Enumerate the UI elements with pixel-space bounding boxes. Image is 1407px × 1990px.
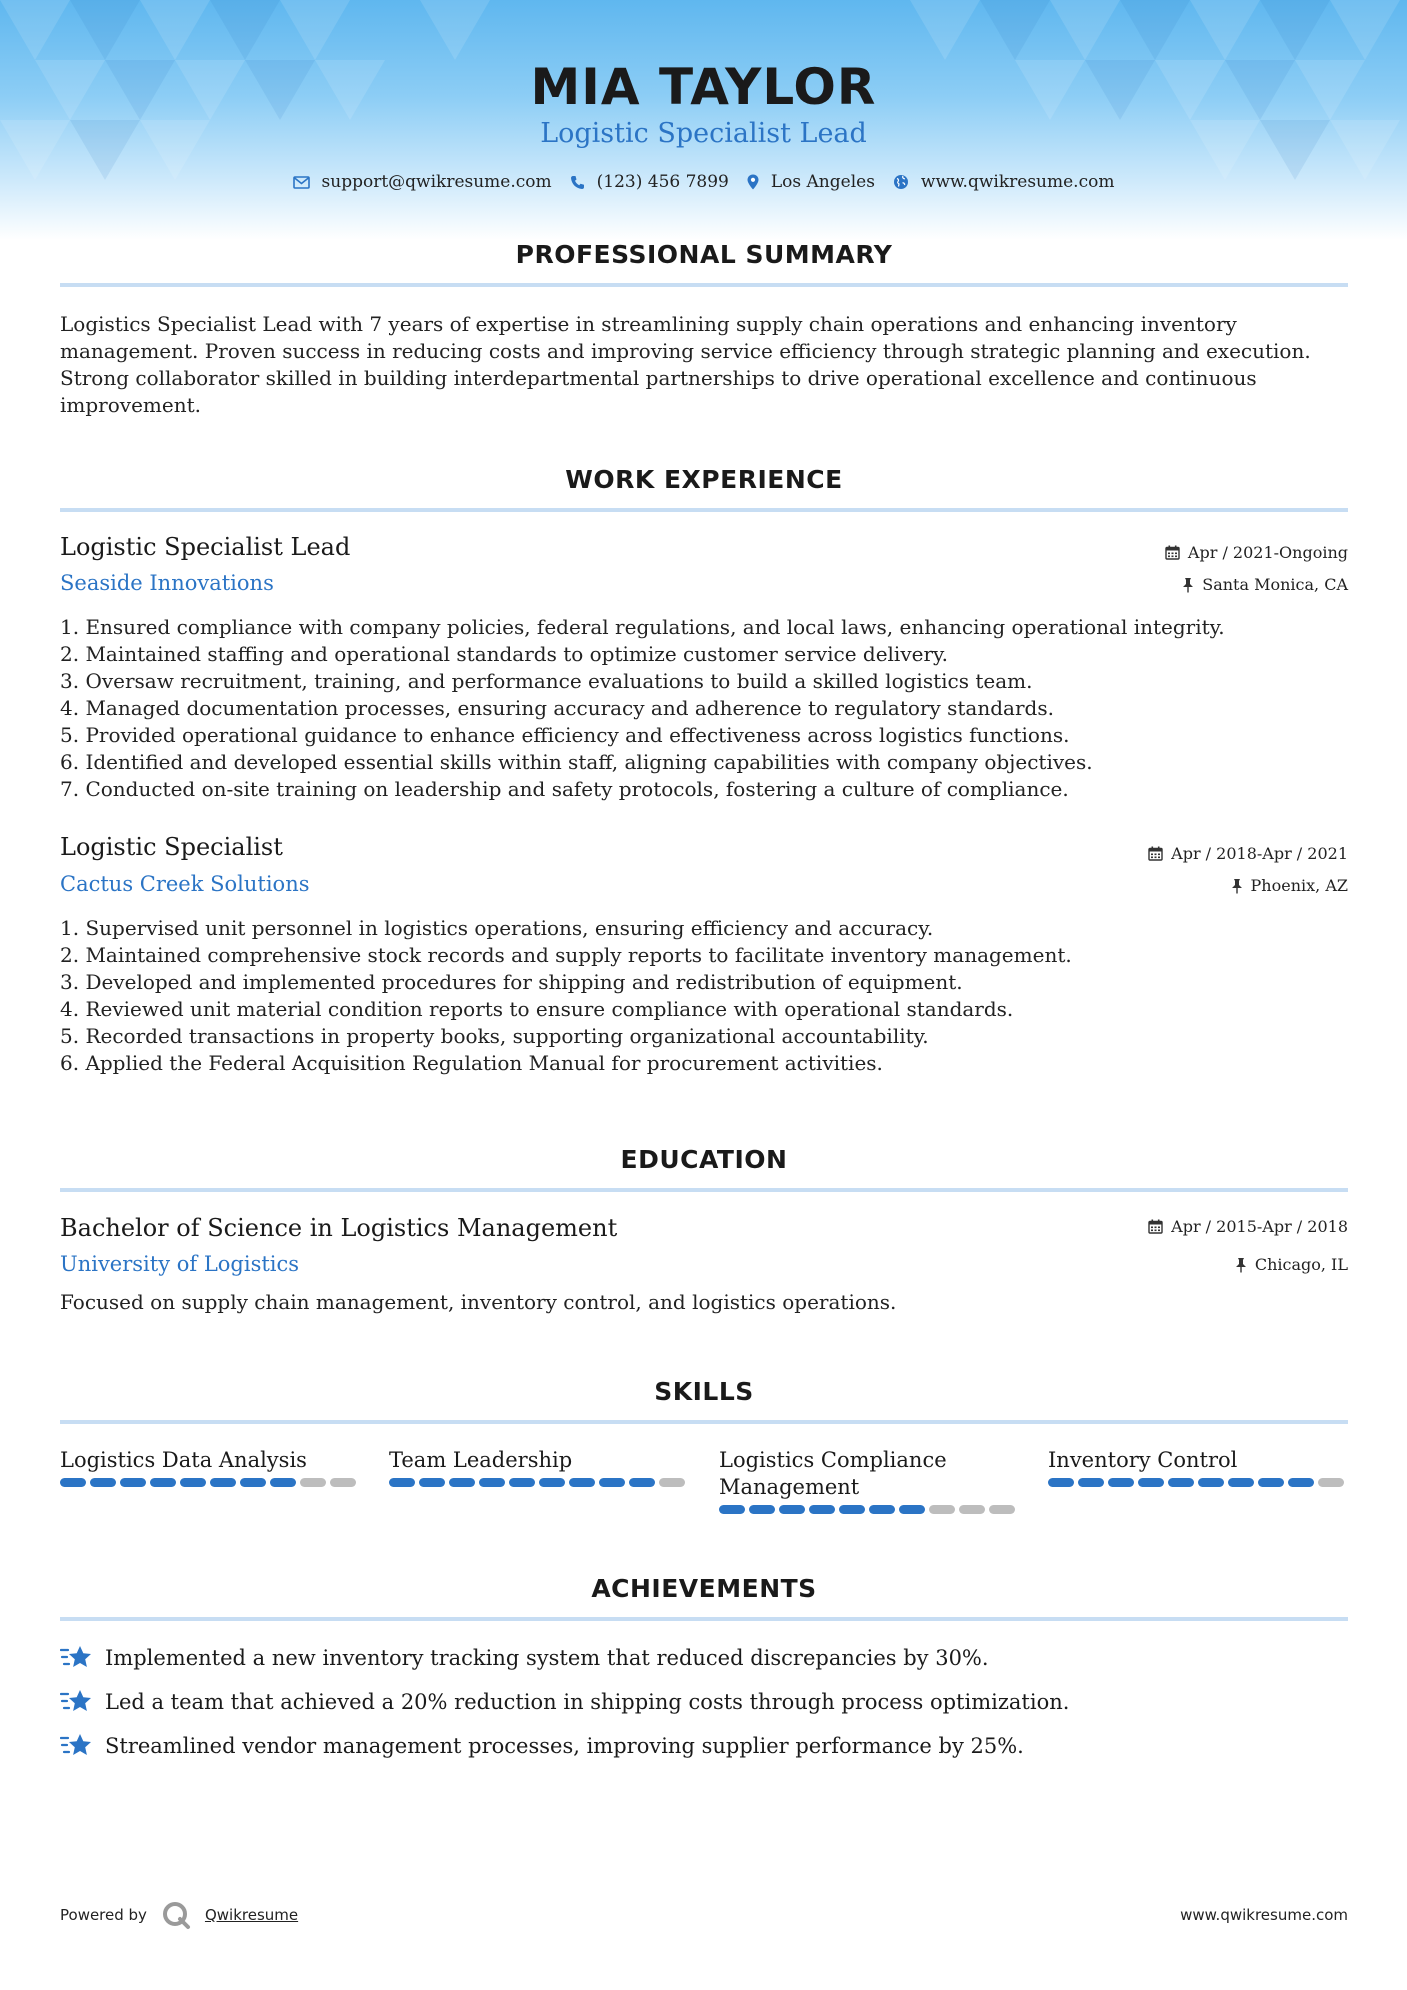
achievement-item <box>60 1688 1069 1715</box>
skill-segment-filled <box>719 1505 745 1514</box>
company-name: Cactus Creek Solutions <box>60 872 310 896</box>
pushpin-icon <box>1231 878 1243 894</box>
education-location <box>1235 1255 1348 1274</box>
job-responsibilities <box>60 915 1350 1077</box>
skills-heading: SKILLS <box>654 1377 754 1406</box>
skill-segment-filled <box>90 1478 116 1487</box>
skill-segment-filled <box>839 1505 865 1514</box>
star-icon <box>60 1688 93 1715</box>
contact-email[interactable] <box>293 172 552 192</box>
pushpin-icon <box>1182 577 1194 593</box>
location-text: Los Angeles <box>770 172 875 192</box>
skill-segment-filled <box>809 1505 835 1514</box>
skills-divider <box>60 1420 1348 1424</box>
contact-phone[interactable] <box>570 172 729 192</box>
skill-segment-filled <box>240 1478 266 1487</box>
summary-divider <box>60 283 1348 287</box>
company-name: Seaside Innovations <box>60 571 274 595</box>
job-location <box>1182 575 1348 594</box>
skill-segment-filled <box>869 1505 895 1514</box>
skill-segment-filled <box>180 1478 206 1487</box>
skill-item <box>60 1447 360 1487</box>
phone-text: (123) 456 7899 <box>596 172 729 192</box>
skill-segment-filled <box>389 1478 415 1487</box>
skill-segment-filled <box>120 1478 146 1487</box>
achievement-item <box>60 1644 989 1671</box>
job-title: Logistic Specialist Lead <box>60 533 351 561</box>
summary-text: Logistics Specialist Lead with 7 years of expertise in streamlining supply chain operations and enhancing inventory management. Proven success in reducing costs and improving service efficiency through strategic planning and execution. Strong collaborator skilled in building interdepartmental partnerships to drive operational excellence and continuous improvement. <box>60 312 1311 417</box>
list-item: 6. Identified and developed essential skills within staff, aligning capabilities with company objectives. <box>60 750 1093 774</box>
skill-segment-filled <box>210 1478 236 1487</box>
experience-divider <box>60 508 1348 512</box>
list-item: 4. Managed documentation processes, ensuring accuracy and adherence to regulatory standards. <box>60 696 1054 720</box>
skill-item <box>389 1447 689 1487</box>
skill-segment-filled <box>1138 1478 1164 1487</box>
skill-level-bar <box>1048 1478 1348 1487</box>
list-item: 1. Supervised unit personnel in logistics operations, ensuring efficiency and accuracy. <box>60 916 934 940</box>
education-location-text: Chicago, IL <box>1254 1255 1348 1274</box>
powered-by-label: Powered by <box>60 1906 147 1924</box>
pushpin-icon <box>1235 1257 1247 1273</box>
job-location-text: Santa Monica, CA <box>1202 575 1348 594</box>
skill-segment-filled <box>569 1478 595 1487</box>
qwikresume-logo-icon <box>161 1900 191 1930</box>
website-text: www.qwikresume.com <box>920 172 1115 192</box>
achievements-heading: ACHIEVEMENTS <box>591 1574 817 1603</box>
skill-name: Team Leadership <box>389 1448 573 1472</box>
education-dates-text: Apr / 2015-Apr / 2018 <box>1171 1217 1348 1236</box>
skill-segment-empty <box>989 1505 1015 1514</box>
footer-powered-by <box>60 1900 298 1930</box>
candidate-role: Logistic Specialist Lead <box>540 118 867 149</box>
skill-level-bar <box>719 1505 1019 1514</box>
candidate-name: MIA TAYLOR <box>530 58 877 116</box>
skill-item <box>719 1447 1019 1514</box>
skill-segment-empty <box>959 1505 985 1514</box>
job-dates <box>1165 543 1348 562</box>
job-location <box>1231 876 1348 895</box>
footer-website[interactable]: www.qwikresume.com <box>1180 1906 1348 1924</box>
list-item: 3. Developed and implemented procedures for shipping and redistribution of equipment. <box>60 970 963 994</box>
contact-location <box>747 172 875 192</box>
skill-segment-filled <box>1288 1478 1314 1487</box>
phone-icon <box>570 175 585 190</box>
education-description: Focused on supply chain management, inventory control, and logistics operations. <box>60 1290 897 1314</box>
list-item: 2. Maintained comprehensive stock records and supply reports to facilitate inventory management. <box>60 943 1072 967</box>
star-icon <box>60 1732 93 1759</box>
skill-segment-filled <box>1258 1478 1284 1487</box>
school-name: University of Logistics <box>60 1252 300 1276</box>
achievement-item <box>60 1732 1024 1759</box>
list-item: 4. Reviewed unit material condition reports to ensure compliance with operational standards. <box>60 997 1014 1021</box>
list-item: 6. Applied the Federal Acquisition Regulation Manual for procurement activities. <box>60 1051 883 1075</box>
skill-name: Logistics Compliance Management <box>719 1448 947 1499</box>
skill-segment-filled <box>899 1505 925 1514</box>
map-marker-icon <box>747 174 759 190</box>
list-item: 5. Provided operational guidance to enhance efficiency and effectiveness across logistics functions. <box>60 723 1070 747</box>
skill-segment-empty <box>659 1478 685 1487</box>
education-divider <box>60 1188 1348 1192</box>
star-icon <box>60 1644 93 1671</box>
contact-bar <box>0 172 1407 192</box>
achievement-text: Led a team that achieved a 20% reduction in shipping costs through process optimization. <box>105 1689 1070 1714</box>
skill-segment-filled <box>1228 1478 1254 1487</box>
skill-level-bar <box>60 1478 360 1487</box>
skill-segment-filled <box>479 1478 505 1487</box>
skill-segment-filled <box>629 1478 655 1487</box>
skill-segment-filled <box>419 1478 445 1487</box>
list-item: 2. Maintained staffing and operational standards to optimize customer service delivery. <box>60 642 949 666</box>
skill-segment-filled <box>449 1478 475 1487</box>
resume-header <box>0 0 1407 240</box>
calendar-icon <box>1165 545 1180 560</box>
education-dates <box>1148 1217 1348 1236</box>
brand-link[interactable]: Qwikresume <box>204 1906 299 1924</box>
skill-segment-filled <box>270 1478 296 1487</box>
skill-segment-empty <box>929 1505 955 1514</box>
skill-item <box>1048 1447 1348 1487</box>
achievement-text: Streamlined vendor management processes, improving supplier performance by 25%. <box>105 1733 1024 1758</box>
skill-segment-filled <box>150 1478 176 1487</box>
skill-segment-filled <box>599 1478 625 1487</box>
skill-segment-filled <box>779 1505 805 1514</box>
globe-icon <box>893 174 909 190</box>
job-dates <box>1148 844 1348 863</box>
skill-segment-filled <box>1048 1478 1074 1487</box>
achievements-divider <box>60 1617 1348 1621</box>
summary-heading: PROFESSIONAL SUMMARY <box>515 240 893 269</box>
job-location-text: Phoenix, AZ <box>1250 876 1348 895</box>
skill-segment-empty <box>300 1478 326 1487</box>
achievement-text: Implemented a new inventory tracking system that reduced discrepancies by 30%. <box>105 1645 989 1670</box>
skill-name: Logistics Data Analysis <box>60 1448 307 1472</box>
skill-segment-filled <box>1108 1478 1134 1487</box>
skill-name: Inventory Control <box>1048 1448 1238 1472</box>
education-heading: EDUCATION <box>620 1145 788 1174</box>
envelope-icon <box>293 176 310 189</box>
email-text: support@qwikresume.com <box>321 172 552 192</box>
skill-segment-filled <box>60 1478 86 1487</box>
contact-website[interactable] <box>893 172 1115 192</box>
skill-segment-filled <box>509 1478 535 1487</box>
degree-title: Bachelor of Science in Logistics Management <box>60 1214 618 1242</box>
experience-heading: WORK EXPERIENCE <box>565 465 843 494</box>
list-item: 5. Recorded transactions in property books, supporting organizational accountability. <box>60 1024 929 1048</box>
skill-level-bar <box>389 1478 689 1487</box>
skill-segment-filled <box>539 1478 565 1487</box>
job-title: Logistic Specialist <box>60 833 283 861</box>
list-item: 1. Ensured compliance with company policies, federal regulations, and local laws, enhancing operational integrity. <box>60 615 1225 639</box>
calendar-icon <box>1148 1219 1163 1234</box>
job-responsibilities <box>60 614 1350 803</box>
job-dates-text: Apr / 2018-Apr / 2021 <box>1171 844 1348 863</box>
list-item: 7. Conducted on-site training on leadership and safety protocols, fostering a culture of compliance. <box>60 777 1069 801</box>
skill-segment-empty <box>330 1478 356 1487</box>
skill-segment-filled <box>1198 1478 1224 1487</box>
job-dates-text: Apr / 2021-Ongoing <box>1187 543 1348 562</box>
skill-segment-filled <box>1168 1478 1194 1487</box>
skill-segment-filled <box>749 1505 775 1514</box>
skill-segment-filled <box>1078 1478 1104 1487</box>
list-item: 3. Oversaw recruitment, training, and performance evaluations to build a skilled logistics team. <box>60 669 1033 693</box>
skill-segment-empty <box>1318 1478 1344 1487</box>
calendar-icon <box>1148 846 1163 861</box>
